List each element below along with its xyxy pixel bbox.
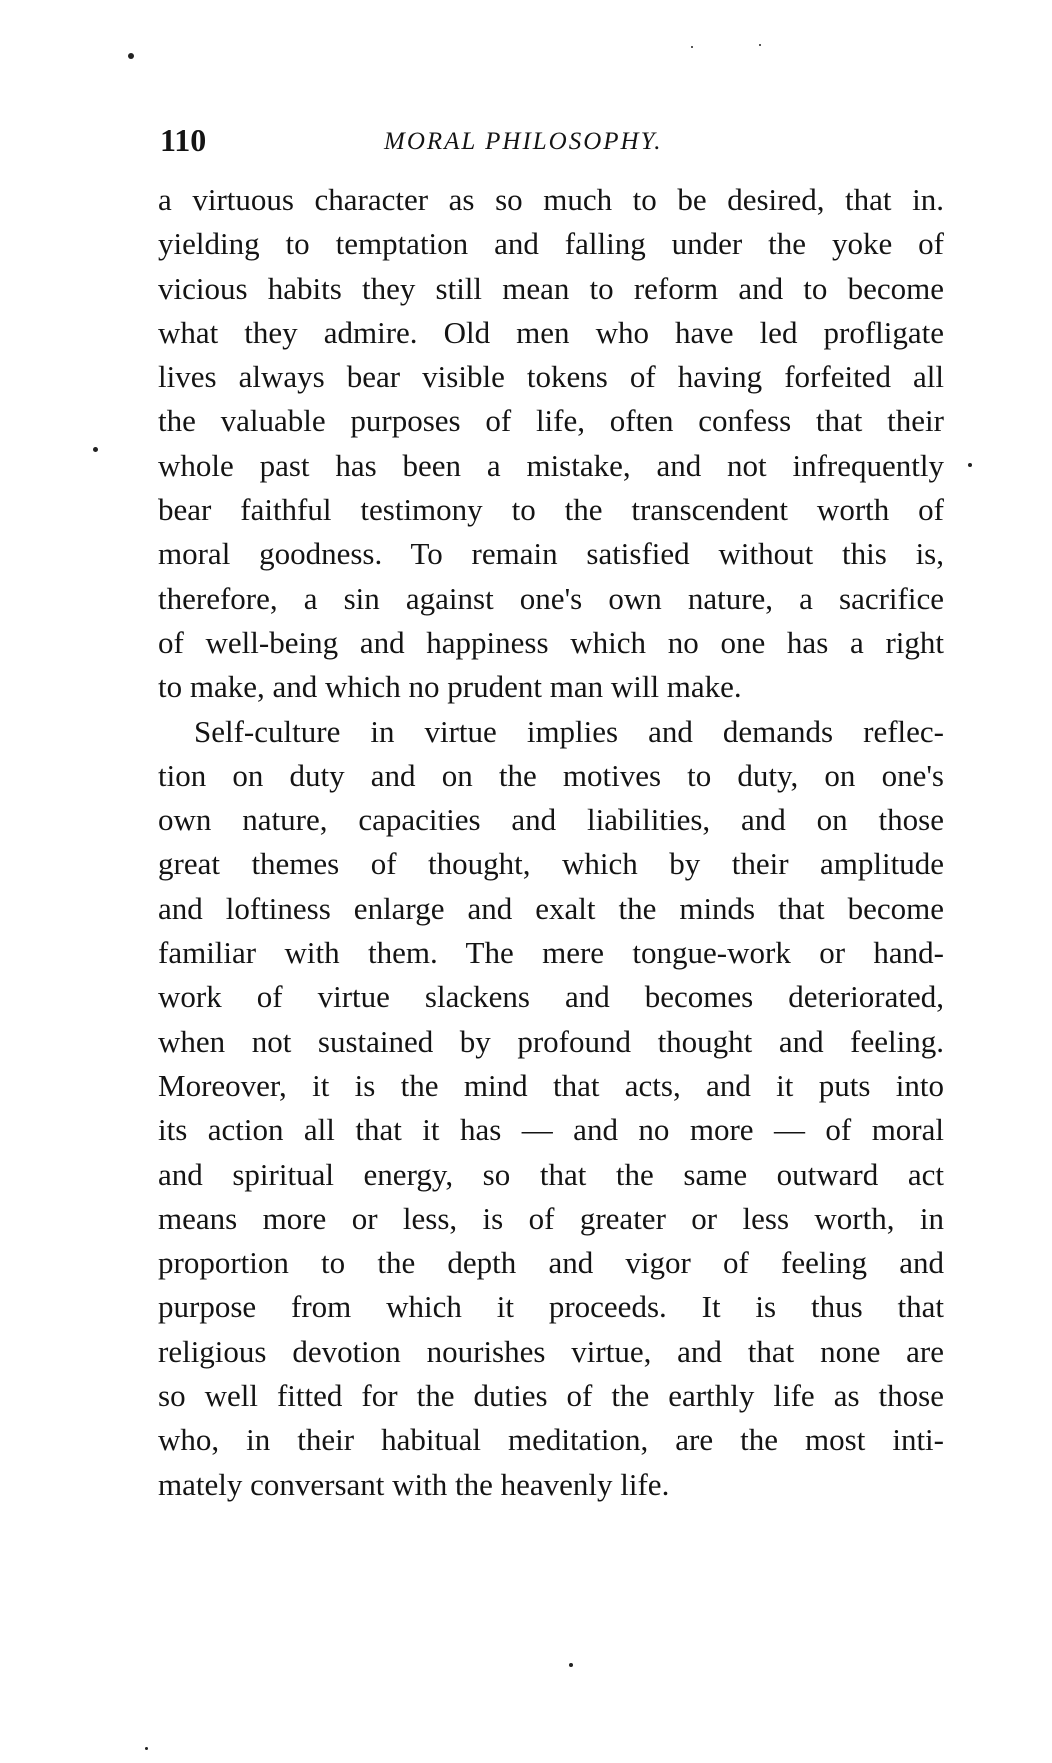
text-line: lives always bear visible tokens of having forfeited all <box>158 359 944 395</box>
text-line: Moreover, it is the mind that acts, and it puts into <box>158 1067 944 1103</box>
text-line: tion on duty and on the motives to duty, on one's <box>158 757 944 793</box>
scan-speck <box>569 1663 573 1667</box>
text-line: of well-being and happiness which no one has a right <box>158 624 944 660</box>
scan-speck <box>93 447 98 452</box>
text-line: great themes of thought, which by their amplitude <box>158 846 944 882</box>
text-line: purpose from which it proceeds. It is thus that <box>158 1289 944 1325</box>
text-line: Self-culture in virtue implies and demands reflec- <box>194 713 944 749</box>
text-line: religious devotion nourishes virtue, and that none are <box>158 1333 944 1369</box>
scan-speck <box>968 463 972 467</box>
page-header <box>160 116 940 164</box>
body-text <box>158 178 944 1507</box>
text-line: therefore, a sin against one's own nature, a sacrifice <box>158 580 944 616</box>
text-line: proportion to the depth and vigor of feeling and <box>158 1245 944 1281</box>
text-line: a virtuous character as so much to be desired, that in. <box>158 182 944 217</box>
text-line: own nature, capacities and liabilities, and on those <box>158 802 944 838</box>
text-line: familiar with them. The mere tongue-work or hand- <box>158 935 944 971</box>
scan-speck <box>759 44 761 46</box>
text-line: its action all that it has — and no more — of moral <box>158 1112 944 1148</box>
text-line: to make, and which no prudent man will make. <box>158 669 742 705</box>
paragraph <box>158 178 944 710</box>
paragraph <box>158 710 944 1507</box>
page-number: 110 <box>160 122 207 158</box>
text-line: the valuable purposes of life, often confess that their <box>158 403 944 439</box>
text-line: bear faithful testimony to the transcendent worth of <box>158 492 944 528</box>
text-line: moral goodness. To remain satisfied without this is, <box>158 536 944 572</box>
text-line: vicious habits they still mean to reform and to become <box>158 270 944 306</box>
text-line: so well fitted for the duties of the earthly life as those <box>158 1378 944 1414</box>
text-line: when not sustained by profound thought and feeling. <box>158 1023 944 1059</box>
scan-speck <box>145 1747 148 1750</box>
text-line: whole past has been a mistake, and not infrequently <box>158 447 944 483</box>
text-line: and spiritual energy, so that the same outward act <box>158 1156 944 1192</box>
text-line: what they admire. Old men who have led profligate <box>158 314 944 350</box>
text-line: and loftiness enlarge and exalt the minds that become <box>158 890 944 926</box>
running-head: MORAL PHILOSOPHY. <box>384 128 663 155</box>
scan-speck <box>128 53 134 59</box>
scan-speck <box>691 46 693 48</box>
text-line: means more or less, is of greater or less worth, in <box>158 1200 944 1236</box>
text-line: work of virtue slackens and becomes deteriorated, <box>158 979 944 1015</box>
text-line: who, in their habitual meditation, are the most inti- <box>158 1422 944 1458</box>
text-line: mately conversant with the heavenly life. <box>158 1466 670 1502</box>
text-line: yielding to temptation and falling under the yoke of <box>158 226 944 262</box>
